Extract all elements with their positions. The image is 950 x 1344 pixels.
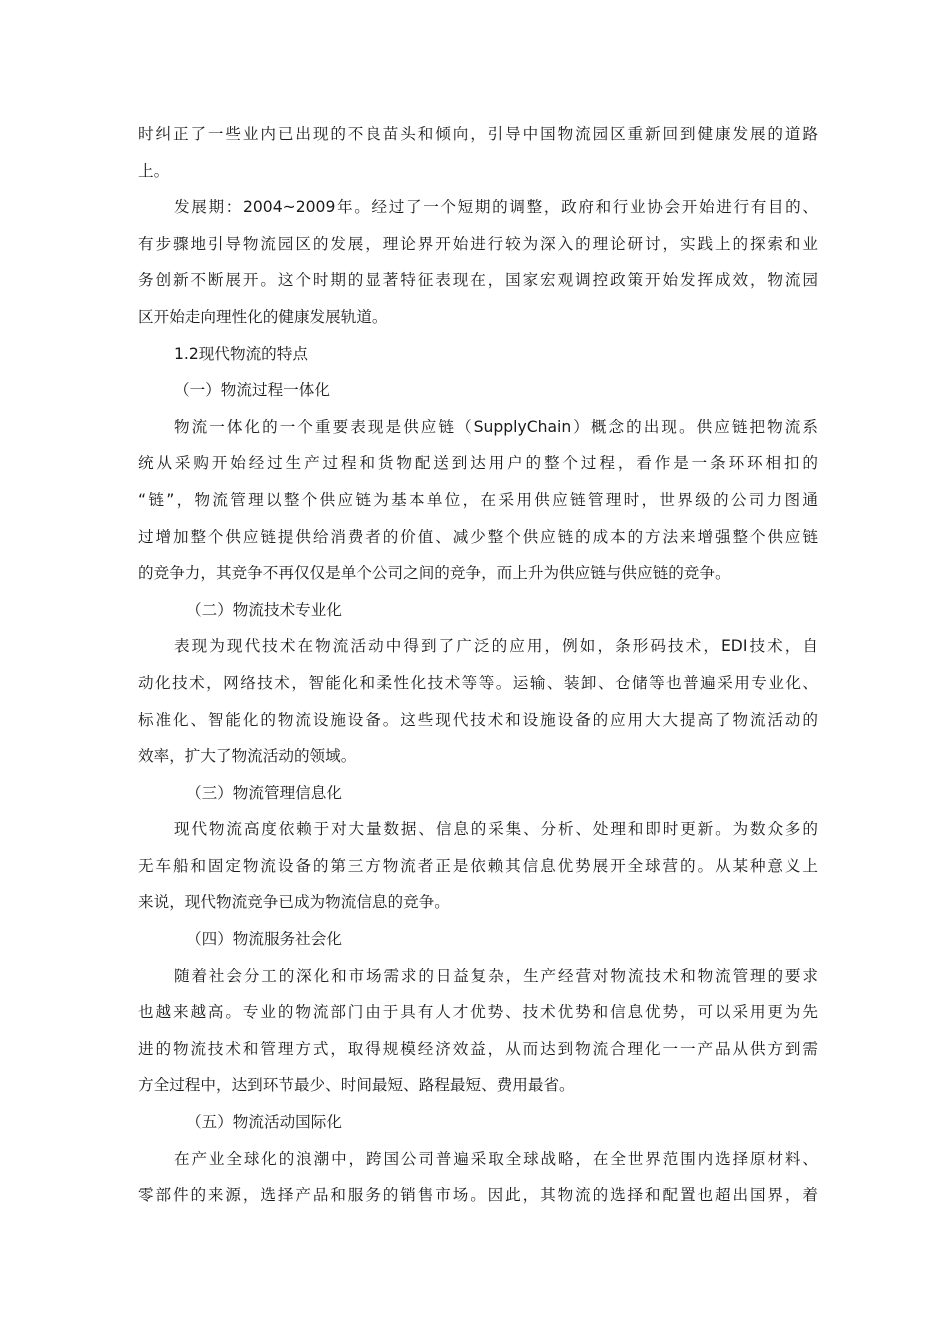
subsection-heading: （三）物流管理信息化 — [186, 783, 342, 802]
paragraph-line: 有步骤地引导物流园区的发展，理论界开始进行较为深入的理论研讨，实践上的探索和业 — [138, 234, 818, 253]
paragraph-last-line: 区开始走向理性化的健康发展轨道。 — [138, 307, 388, 326]
paragraph-line: “链”，物流管理以整个供应链为基本单位，在采用供应链管理时，世界级的公司力图通 — [138, 490, 818, 509]
paragraph-line: 也越来越高。专业的物流部门由于具有人才优势、技术优势和信息优势，可以采用更为先 — [138, 1003, 818, 1022]
subsection-heading: （五）物流活动国际化 — [186, 1113, 342, 1132]
paragraph-line: 动化技术，网络技术，智能化和柔性化技术等等。运输、装卸、仓储等也普遍采用专业化、 — [138, 673, 818, 692]
paragraph-line: 统从采购开始经过生产过程和货物配送到达用户的整个过程，看作是一条环环相扣的 — [138, 454, 818, 473]
paragraph-first-line: 现代物流高度依赖于对大量数据、信息的采集、分析、处理和即时更新。为数众多的 — [174, 820, 818, 839]
paragraph-last-line: 效率，扩大了物流活动的领域。 — [138, 747, 357, 766]
paragraph-last-line: 的竞争力，其竞争不再仅仅是单个公司之间的竞争，而上升为供应链与供应链的竞争。 — [138, 564, 731, 583]
subsection-heading: （二）物流技术专业化 — [186, 600, 342, 619]
subsection-heading: （四）物流服务社会化 — [186, 930, 342, 949]
paragraph-line: 标准化、智能化的物流设施设备。这些现代技术和设施设备的应用大大提高了物流活动的 — [138, 710, 818, 729]
section-heading: 1.2现代物流的特点 — [174, 344, 308, 363]
paragraph-first-line: 发展期：2004~2009年。经过了一个短期的调整，政府和行业协会开始进行有目的、 — [174, 198, 818, 217]
paragraph-first-line: 表现为现代技术在物流活动中得到了广泛的应用，例如，条形码技术，EDI技术，自 — [174, 637, 818, 656]
paragraph-line: 过增加整个供应链提供给消费者的价值、减少整个供应链的成本的方法来增强整个供应链 — [138, 527, 818, 546]
subsection-heading: （一）物流过程一体化 — [174, 381, 330, 400]
paragraph-last-line: 上。 — [138, 161, 170, 180]
paragraph-first-line: 物流一体化的一个重要表现是供应链（SupplyChain）概念的出现。供应链把物流系 — [174, 417, 818, 436]
paragraph-first-line: 随着社会分工的深化和市场需求的日益复杂，生产经营对物流技术和物流管理的要求 — [174, 966, 818, 985]
paragraph-line: 进的物流技术和管理方式，取得规模经济效益，从而达到物流合理化一一产品从供方到需 — [138, 1039, 818, 1058]
paragraph-first-line: 在产业全球化的浪潮中，跨国公司普遍采取全球战略，在全世界范围内选择原材料、 — [174, 1149, 818, 1168]
paragraph-line: 时纠正了一些业内已出现的不良苗头和倾向，引导中国物流园区重新回到健康发展的道路 — [138, 125, 818, 143]
paragraph-line: 无车船和固定物流设备的第三方物流者正是依赖其信息优势展开全球营的。从某种意义上 — [138, 856, 818, 875]
paragraph-last-line: 方全过程中，达到环节最少、时间最短、路程最短、费用最省。 — [138, 1076, 575, 1095]
paragraph-last-line: 来说，现代物流竞争已成为物流信息的竞争。 — [138, 893, 450, 912]
document-body — [138, 116, 818, 1214]
paragraph-line: 务创新不断展开。这个时期的显著特征表现在，国家宏观调控政策开始发挥成效，物流园 — [138, 271, 818, 290]
paragraph-line: 零部件的来源，选择产品和服务的销售市场。因此，其物流的选择和配置也超出国界，着 — [138, 1186, 818, 1205]
